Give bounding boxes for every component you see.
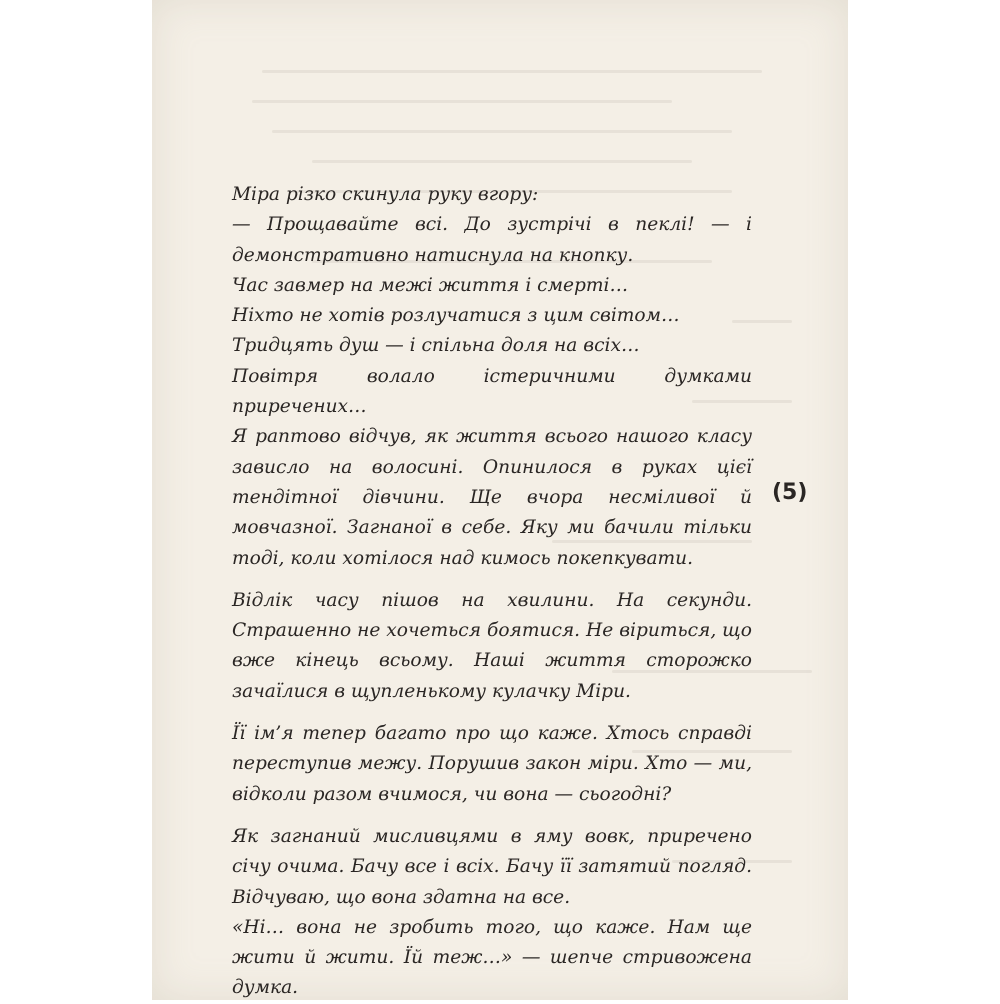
paragraph: Як загнаний мисливцями в яму вовк, приречено січу очима. Бачу все і всіх. Бачу її затятий погляд. Відчуваю, що вона здатна на все. — [232, 825, 752, 908]
paragraph-gap — [232, 574, 752, 586]
paragraph-gap — [232, 810, 752, 822]
paragraph: «Ні… вона не зробить того, що каже. Нам ще жити й жити. Їй теж…» — шепче стривожена думка. — [232, 916, 752, 999]
paragraph: Відлік часу пішов на хвилини. На секунди. Страшенно не хочеться боятися. Не віриться, що вже кінець всьому. Наші життя сторожко зачаїлися в щупленькому кулачку Міри. — [232, 589, 752, 702]
paragraph: Ніхто не хотів розлучатися з цим світом… — [232, 305, 680, 327]
body-text — [232, 180, 752, 1004]
paragraph: Повітря волало істеричними думками приречених… — [232, 365, 752, 418]
paragraph-gap — [232, 707, 752, 719]
paragraph: Тридцять душ — і спільна доля на всіх… — [232, 335, 640, 357]
paragraph: — Прощавайте всі. До зустрічі в пеклі! — і демонстративно натиснула на кнопку. — [232, 214, 752, 266]
book-page — [152, 0, 848, 1000]
paragraph: Міра різко скинула руку вгору: — [232, 184, 539, 205]
paragraph: Час завмер на межі життя і смерті… — [232, 274, 629, 296]
page-number: (5) — [772, 480, 808, 505]
paragraph: Я раптово відчув, як життя всього нашого класу зависло на волосині. Опинилося в руках цієї тендітної дівчини. Ще вчора несміливої й мовчазної. Загнаної в себе. Яку ми бачили тільки тоді, коли хотілося над кимось покепкувати. — [232, 426, 752, 569]
paragraph: Її ім’я тепер багато про що каже. Хтось справді переступив межу. Порушив закон міри. Хто — ми, відколи разом вчимося, чи вона — сьогодні? — [232, 723, 752, 805]
